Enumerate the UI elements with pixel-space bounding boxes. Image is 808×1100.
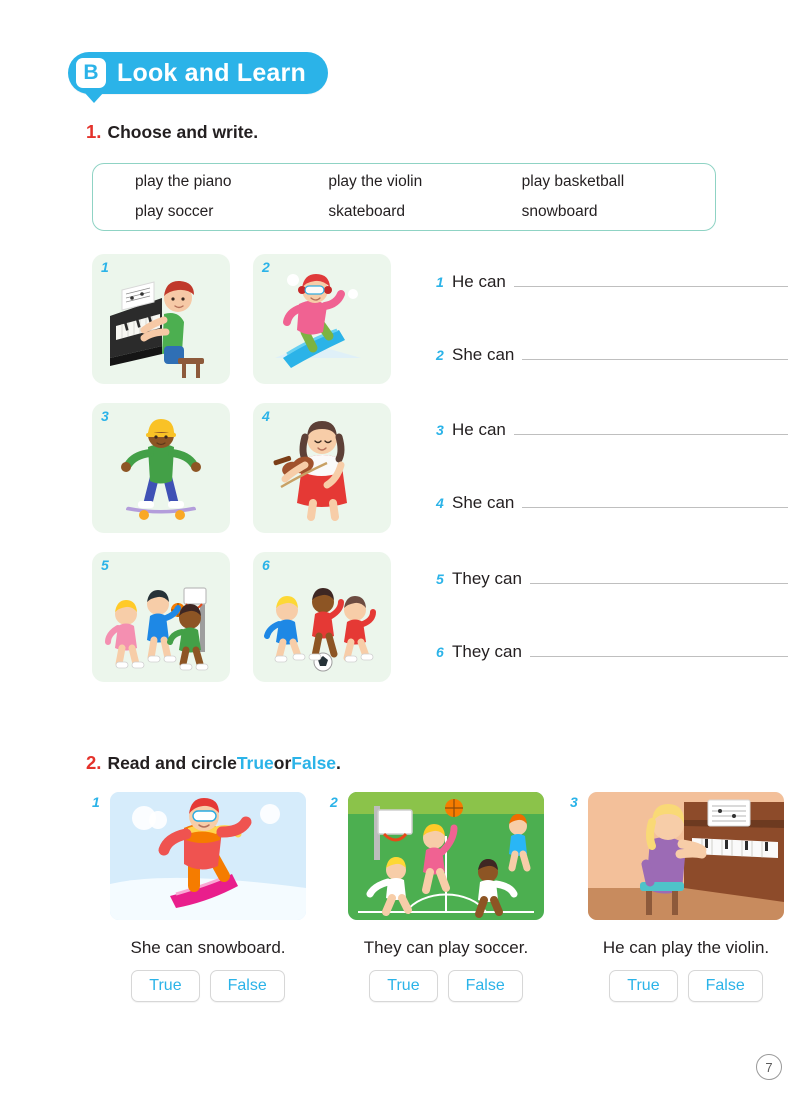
- piano-player-illustration: [588, 792, 784, 920]
- basketball-children-illustration: [92, 552, 230, 682]
- answer-prompt: He can: [452, 420, 506, 439]
- tf-caption: He can play the violin.: [602, 938, 770, 957]
- exercise-1-instruction: Choose and write.: [107, 122, 259, 142]
- tf-buttons: [348, 970, 544, 1002]
- tf-item-number: 2: [330, 794, 338, 810]
- answer-line-3: [436, 420, 788, 440]
- piano-boy-illustration: [92, 254, 230, 384]
- true-button[interactable]: True: [609, 970, 677, 1002]
- picture-3-skateboard: [92, 403, 230, 533]
- section-title: Look and Learn: [117, 58, 306, 87]
- exercise-2-instruction-end: .: [336, 753, 341, 773]
- answer-prompt: They can: [452, 569, 522, 588]
- word-bank-item: skateboard: [328, 203, 406, 220]
- exercise-2-instruction-or: or: [273, 753, 292, 773]
- skateboard-boy-illustration: [92, 403, 230, 533]
- answer-line-5: [436, 569, 788, 589]
- true-button[interactable]: True: [369, 970, 437, 1002]
- answer-prompt: She can: [452, 345, 515, 364]
- answer-number: 5: [436, 571, 444, 587]
- picture-number: 2: [262, 259, 270, 275]
- basketball-court-photo: [348, 792, 544, 920]
- exercise-2-instruction-before: Read and circle: [107, 753, 237, 773]
- tf-buttons: [588, 970, 784, 1002]
- picture-2-snowboard: [253, 254, 391, 384]
- word-bank-item: play basketball: [521, 172, 625, 190]
- answer-blank[interactable]: [530, 571, 788, 584]
- picture-number: 4: [262, 408, 270, 424]
- exercise-1-number: 1.: [86, 121, 102, 142]
- answer-prompt: He can: [452, 272, 506, 291]
- picture-number: 6: [262, 557, 270, 573]
- snowboarder-illustration: [110, 792, 306, 920]
- answer-line-2: [436, 345, 788, 365]
- answer-number: 2: [436, 347, 444, 363]
- violin-girl-illustration: [253, 403, 391, 533]
- exercise-2-heading: [86, 752, 341, 774]
- tf-caption: They can play soccer.: [363, 938, 529, 957]
- picture-number: 3: [101, 408, 109, 424]
- section-banner: [68, 52, 328, 94]
- snowboard-girl-illustration: [253, 254, 391, 384]
- answer-blank[interactable]: [522, 347, 788, 360]
- tf-item-2: [330, 792, 544, 1002]
- answer-prompt: She can: [452, 493, 515, 512]
- exercise-2-false-word: False: [291, 753, 337, 773]
- answer-blank[interactable]: [514, 422, 788, 435]
- tf-item-1: [92, 792, 306, 1002]
- answer-prompt: They can: [452, 642, 522, 661]
- soccer-children-illustration: [253, 552, 391, 682]
- answer-line-4: [436, 493, 788, 513]
- answer-number: 3: [436, 422, 444, 438]
- true-button[interactable]: True: [131, 970, 199, 1002]
- picture-number: 5: [101, 557, 109, 573]
- answer-number: 4: [436, 495, 444, 511]
- exercise-2-number: 2.: [86, 752, 102, 773]
- word-bank-item: play soccer: [135, 203, 214, 220]
- exercise-1-heading: [86, 121, 258, 143]
- basketball-court-illustration: [348, 792, 544, 920]
- word-bank: [92, 163, 716, 231]
- section-letter: B: [76, 58, 106, 88]
- answer-blank[interactable]: [514, 274, 788, 287]
- picture-4-violin: [253, 403, 391, 533]
- picture-5-basketball: [92, 552, 230, 682]
- answer-number: 1: [436, 274, 444, 290]
- tf-caption: She can snowboard.: [130, 938, 286, 957]
- false-button[interactable]: False: [448, 970, 523, 1002]
- tf-buttons: [110, 970, 306, 1002]
- tf-item-number: 1: [92, 794, 100, 810]
- tf-item-3: [570, 792, 784, 1002]
- false-button[interactable]: False: [688, 970, 763, 1002]
- exercise-2-true-word: True: [236, 753, 274, 773]
- word-bank-item: snowboard: [521, 203, 598, 220]
- answer-line-1: [436, 272, 788, 292]
- snowboarder-photo: [110, 792, 306, 920]
- picture-number: 1: [101, 259, 109, 275]
- word-bank-item: play the piano: [135, 172, 232, 190]
- false-button[interactable]: False: [210, 970, 285, 1002]
- pianist-photo: [588, 792, 784, 920]
- tf-item-number: 3: [570, 794, 578, 810]
- picture-6-soccer: [253, 552, 391, 682]
- word-bank-item: play the violin: [328, 172, 423, 190]
- answer-line-6: [436, 642, 788, 662]
- answer-blank[interactable]: [522, 495, 788, 508]
- answer-blank[interactable]: [530, 644, 788, 657]
- picture-1-piano: [92, 254, 230, 384]
- answer-number: 6: [436, 644, 444, 660]
- page-number: 7: [756, 1054, 782, 1080]
